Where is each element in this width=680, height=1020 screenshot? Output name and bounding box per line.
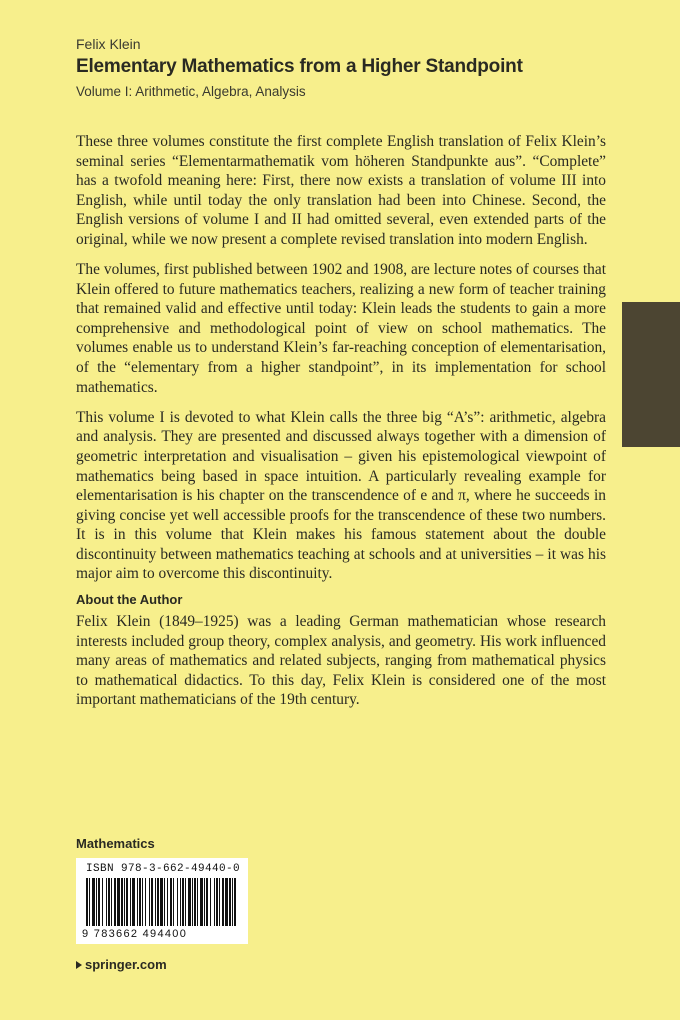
book-title: Elementary Mathematics from a Higher Standpoint — [76, 56, 523, 77]
arrow-right-icon — [76, 961, 82, 969]
subject-category: Mathematics — [76, 836, 155, 851]
about-author-text: Felix Klein (1849–1925) was a leading German mathematician whose research interests included group theory, complex analysis, and geometry. His work influenced many areas of mathematics and related subjects, ranging from mathematical physics to mathematical didactics. To this day, Felix Klein is considered one of the most important mathematicians of the 19th century. — [76, 613, 606, 709]
isbn-barcode — [76, 858, 248, 944]
publisher-link-label: springer.com — [85, 957, 167, 972]
author-name: Felix Klein — [76, 36, 141, 52]
barcode-bars — [84, 878, 240, 928]
publisher-link[interactable] — [76, 957, 167, 972]
description-paragraph-2: The volumes, first published between 1902 and 1908, are lecture notes of courses that Klein offered to future mathematics teachers, realizing a new form of teacher training that remained valid and effective until today: Klein leads the students to gain a more comprehensive and methodological point of view on school mathematics. The volumes enable us to understand Klein’s far-reaching conception of elementarisation, of the “elementary from a higher standpoint”, in its implementation for school mathematics. — [76, 261, 606, 396]
description-paragraph-1: These three volumes constitute the first complete English translation of Felix Klein’s seminal series “Elementarmathematik vom höheren Standpunkte aus”. “Complete” has a twofold meaning here: First, there now exists a translation of volume III into English, while until today the only translation had been into Chinese. Second, the English versions of volume I and II had omitted several, even extended parts of the original, while we now present a complete revised translation into modern English. — [76, 133, 606, 248]
isbn-label: ISBN 978-3-662-49440-0 — [86, 863, 241, 875]
about-author-heading: About the Author — [76, 592, 183, 607]
description-paragraph-3: This volume I is devoted to what Klein calls the three big “A’s”: arithmetic, algebra and analysis. They are presented and discussed always together with a dimension of geometric interpretation and visualisation – given his epistemological viewpoint of mathematics being based in space intuition. A particularly revealing example for elementarisation is his chapter on the transcendence of e and π, where he succeeds in giving concise yet well accessible proofs for the transcendence of these two numbers. It is in this volume that Klein makes his famous statement about the double discontinuity between mathematics teaching at schools and at universities – it was his major aim to overcome this discontinuity. — [76, 408, 606, 583]
cover-side-tab — [622, 302, 680, 447]
description-body — [76, 132, 606, 595]
book-subtitle: Volume I: Arithmetic, Algebra, Analysis — [76, 84, 306, 99]
barcode-digits: 9 783662 494400 — [82, 928, 188, 940]
